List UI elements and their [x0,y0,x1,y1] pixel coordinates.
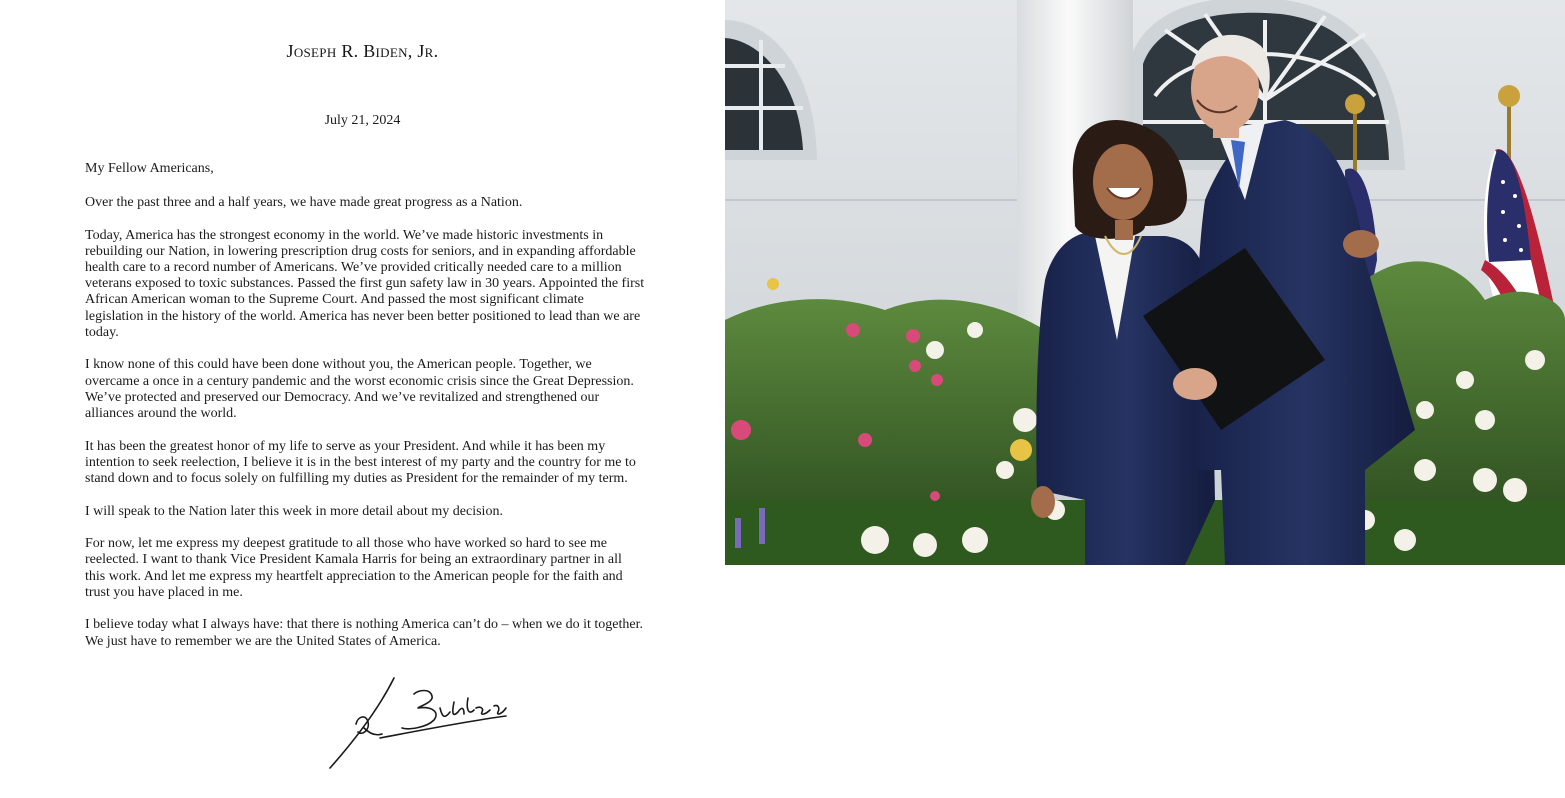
resignation-letter [0,0,725,798]
photo-illustration [725,0,1565,565]
letter-paragraph: Over the past three and a half years, we have made great progress as a Nation. [85,195,523,210]
blank-space [725,565,1565,798]
letter-date: July 21, 2024 [324,113,401,128]
letter-paragraph: I will speak to the Nation later this week in more detail about my decision. [85,503,503,519]
letter-body [85,195,645,666]
letter-salutation: My Fellow Americans, [85,161,214,176]
letter-paragraph: I know none of this could have been done without you, the American people. Together, we overcame a once in a century pandemic and the worst economic crisis since the Great Depression. We’ve protected and preserved our Democracy. And we’ve revitalized and strengthened our alliances around the world. [85,357,634,422]
handwritten-signature [322,672,522,777]
letter-paragraph: For now, let me express my deepest gratitude to all those who have worked so hard to see me reelected. I want to thank Vice President Kamala Harris for being an extraordinary partner in all this work. And let me express my heartfelt appreciation to the American people for the faith and trust you have placed in me. [85,536,623,600]
letter-paragraph: I believe today what I always have: that there is nothing America can’t do – when we do it together. We just have to remember we are the United States of America. [85,617,644,649]
letterhead: Joseph R. Biden, Jr. [286,41,439,61]
photo-biden-harris-rose-garden [725,0,1565,565]
letter-paragraph: It has been the greatest honor of my life to serve as your President. And while it has been my intention to seek reelection, I believe it is in the best interest of my party and the country for me to stand down and to focus solely on fulfilling my duties as President for the remainder of my term. [85,438,636,487]
letter-paragraph: Today, America has the strongest economy in the world. We’ve made historic investments in rebuilding our Nation, in lowering prescription drug costs for seniors, and in expanding affordable health care to a record number of Americans. We’ve provided critically needed care to a million veterans exposed to toxic substances. Passed the first gun safety law in 30 years. Appointed the first African American woman to the Supreme Court. And passed the most significant climate legislation in the history of the world. America has never been better positioned to lead than we are today. [85,227,645,340]
